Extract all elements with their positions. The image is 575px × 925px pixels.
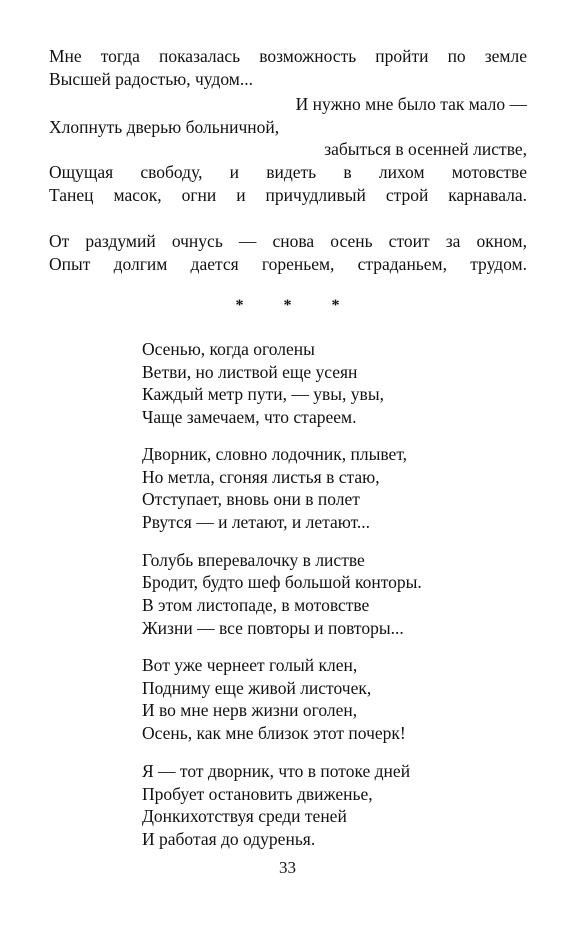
page-number: 33 [279, 858, 296, 877]
poem-2-line: Ветви, но листвой еще усеян [142, 362, 358, 382]
poem-2-line: Рвутся — и летают, и летают... [142, 512, 371, 532]
poem-2-line: Чаще замечаем, что стареем. [142, 407, 357, 427]
poem-2-line: Осень, как мне близок этот почерк! [142, 723, 406, 743]
poem-2-line: Бродит, будто шеф большой конторы. [142, 572, 422, 592]
poem-1-line: Высшей радостью, чудом... [49, 69, 253, 89]
poem-2-line: Дворник, словно лодочник, плывет, [142, 444, 408, 464]
poem-1-line: Мне тогда показалась возможность пройти по земле [49, 46, 527, 66]
poem-1-line: Хлопнуть дверью больничной, [49, 117, 280, 137]
poem-2-line: Пробует остановить движенье, [142, 784, 373, 804]
poem-1-line: Ощущая свободу, и видеть в лихом мотовстве [49, 162, 527, 182]
poem-2-line: Отступает, вновь они в полет [142, 489, 360, 509]
poem-2-line: Голубь вперевалочку в листве [142, 550, 365, 570]
poem-1-line: И нужно мне было так мало — [295, 94, 527, 114]
poem-2-line: Каждый метр пути, — увы, увы, [142, 384, 384, 404]
poem-1-line: Танец масок, огни и причудливый строй карнавала. [49, 185, 527, 205]
poem-2-line: Жизни — все повторы и повторы... [142, 618, 404, 638]
poem-2-line: Я — тот дворник, что в потоке дней [142, 761, 411, 781]
poem-1-line: забыться в осенней листве, [324, 139, 527, 159]
poem-2-line: И во мне нерв жизни оголен, [142, 700, 358, 720]
poem-1-line: От раздумий очнусь — снова осень стоит за окном, [49, 231, 527, 251]
poem-2-line: Вот уже чернеет голый клен, [142, 655, 358, 675]
poem-2-line: В этом листопаде, в мотовстве [142, 595, 370, 615]
poem-2-line: Осенью, когда оголены [142, 339, 315, 359]
section-separator: * * * [235, 297, 358, 314]
poem-2-line: И работая до одуренья. [142, 829, 316, 849]
poem-2-line: Подниму еще живой листочек, [142, 678, 372, 698]
poem-2-line: Но метла, сгоняя листья в стаю, [142, 467, 380, 487]
poem-1-line: Опыт долгим дается гореньем, страданьем, трудом. [49, 254, 527, 274]
poem-2-line: Донкихотствуя среди теней [142, 806, 347, 826]
